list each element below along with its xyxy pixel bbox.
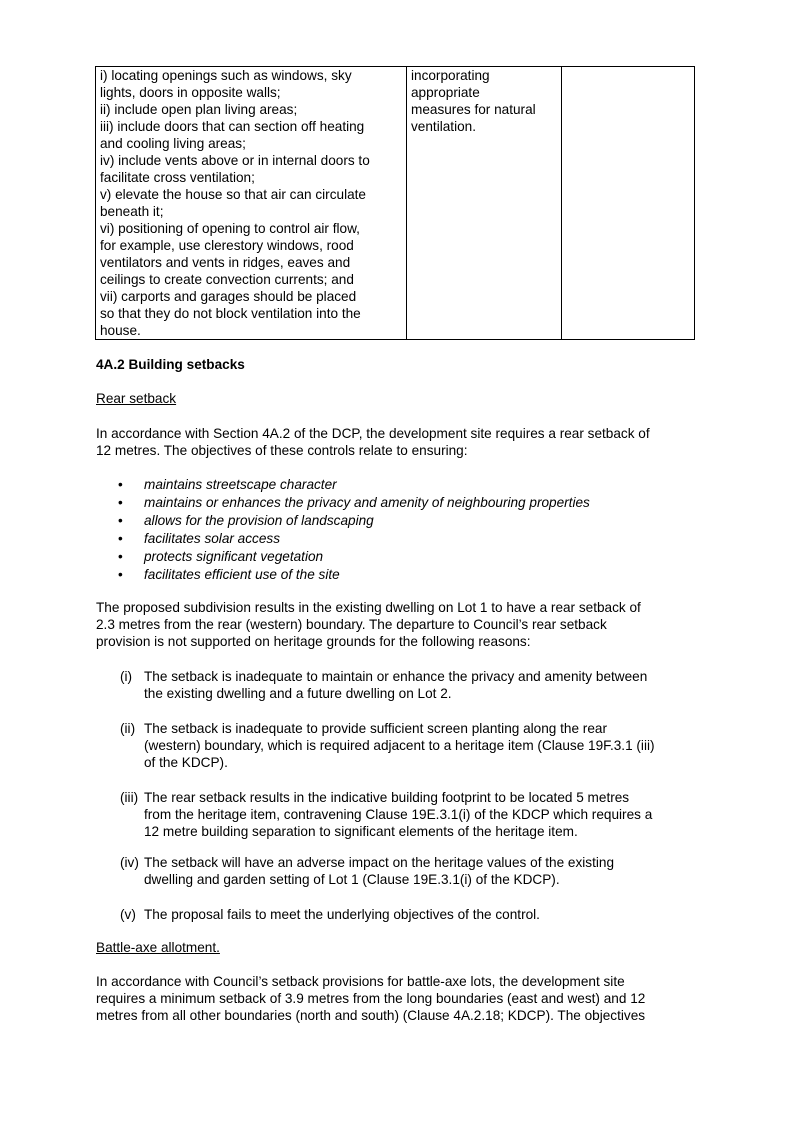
table-text-line: vii) carports and garages should be placed <box>100 289 357 304</box>
table-text-line: v) elevate the house so that air can circulate <box>100 187 366 202</box>
paragraph-line: 2.3 metres from the rear (western) boundary. The departure to Council’s rear setback <box>96 617 607 632</box>
table-text-line: for example, use clerestory windows, rood <box>100 238 354 253</box>
intro-paragraph <box>96 425 706 459</box>
paragraph-line: In accordance with Council’s setback provisions for battle-axe lots, the development site <box>96 974 625 989</box>
table-text-line: ventilation. <box>411 119 476 134</box>
reason-line: The setback will have an adverse impact on the heritage values of the existing <box>144 855 615 870</box>
table-text-line: so that they do not block ventilation into the <box>100 306 361 321</box>
reason-line: from the heritage item, contravening Clause 19E.3.1(i) of the KDCP which requires a <box>144 807 653 822</box>
list-item: • maintains streetscape character <box>96 476 590 494</box>
reason-line: The proposal fails to meet the underlying objectives of the control. <box>144 907 540 922</box>
paragraph-line: 12 metres. The objectives of these controls relate to ensuring: <box>96 443 468 458</box>
table-cell-controls <box>96 67 407 340</box>
paragraph-line: The proposed subdivision results in the existing dwelling on Lot 1 to have a rear setback of <box>96 600 641 615</box>
reason-number: (i) <box>120 669 133 684</box>
rear-setback-subheading: Rear setback <box>96 391 177 406</box>
reason-line: of the KDCP). <box>144 755 228 770</box>
paragraph-line: metres from all other boundaries (north and south) (Clause 4A.2.18; KDCP). The objectives <box>96 1008 646 1023</box>
table-text-line: and cooling living areas; <box>100 136 246 151</box>
table-text-line: vi) positioning of opening to control air flow, <box>100 221 360 236</box>
list-item: • facilitates solar access <box>96 530 590 548</box>
table-text-line: facilitate cross ventilation; <box>100 170 255 185</box>
table-text-line: house. <box>100 323 141 338</box>
paragraph-line: requires a minimum setback of 3.9 metres from the long boundaries (east and west) and 12 <box>96 991 646 1006</box>
list-item: • facilitates efficient use of the site <box>96 566 590 584</box>
reason-number: (iv) <box>120 855 139 870</box>
table-text-line: measures for natural <box>411 102 536 117</box>
table-text-line: iii) include doors that can section off heating <box>100 119 365 134</box>
table-row <box>96 67 695 340</box>
list-item: • maintains or enhances the privacy and amenity of neighbouring properties <box>96 494 590 512</box>
reason-line: (western) boundary, which is required adjacent to a heritage item (Clause 19F.3.1 (iii) <box>144 738 655 753</box>
proposal-paragraph <box>96 599 706 650</box>
table-text-line: incorporating <box>411 68 490 83</box>
controls-table <box>95 66 695 340</box>
reason-line: the existing dwelling and a future dwelling on Lot 2. <box>144 686 452 701</box>
paragraph-line: In accordance with Section 4A.2 of the DCP, the development site requires a rear setback of <box>96 426 650 441</box>
reason-line: 12 metre building separation to significant elements of the heritage item. <box>144 824 578 839</box>
reason-line: The setback is inadequate to maintain or enhance the privacy and amenity between <box>144 669 648 684</box>
table-cell-measures <box>407 67 562 340</box>
list-item: • protects significant vegetation <box>96 548 590 566</box>
table-cell-empty <box>562 67 695 340</box>
table-text-line: iv) include vents above or in internal doors to <box>100 153 370 168</box>
table-text-line: ii) include open plan living areas; <box>100 102 298 117</box>
document-page <box>96 66 700 1023</box>
reason-line: The rear setback results in the indicative building footprint to be located 5 metres <box>144 790 630 805</box>
reason-number: (v) <box>120 907 136 922</box>
reason-number: (ii) <box>120 721 136 736</box>
section-heading: 4A.2 Building setbacks <box>96 357 245 372</box>
paragraph-line: provision is not supported on heritage grounds for the following reasons: <box>96 634 531 649</box>
table-text-line: lights, doors in opposite walls; <box>100 85 281 100</box>
reason-line: dwelling and garden setting of Lot 1 (Clause 19E.3.1(i) of the KDCP). <box>144 872 560 887</box>
table-text-line: beneath it; <box>100 204 164 219</box>
table-text-line: ceilings to create convection currents; and <box>100 272 354 287</box>
table-text-line: i) locating openings such as windows, sky <box>100 68 352 83</box>
battle-axe-subheading: Battle-axe allotment. <box>96 940 220 955</box>
list-item: • allows for the provision of landscaping <box>96 512 590 530</box>
objectives-list <box>96 476 590 584</box>
reason-number: (iii) <box>120 790 139 805</box>
reason-line: The setback is inadequate to provide sufficient screen planting along the rear <box>144 721 607 736</box>
table-text-line: appropriate <box>411 85 480 100</box>
table-text-line: ventilators and vents in ridges, eaves and <box>100 255 351 270</box>
battle-axe-paragraph <box>96 973 706 1024</box>
